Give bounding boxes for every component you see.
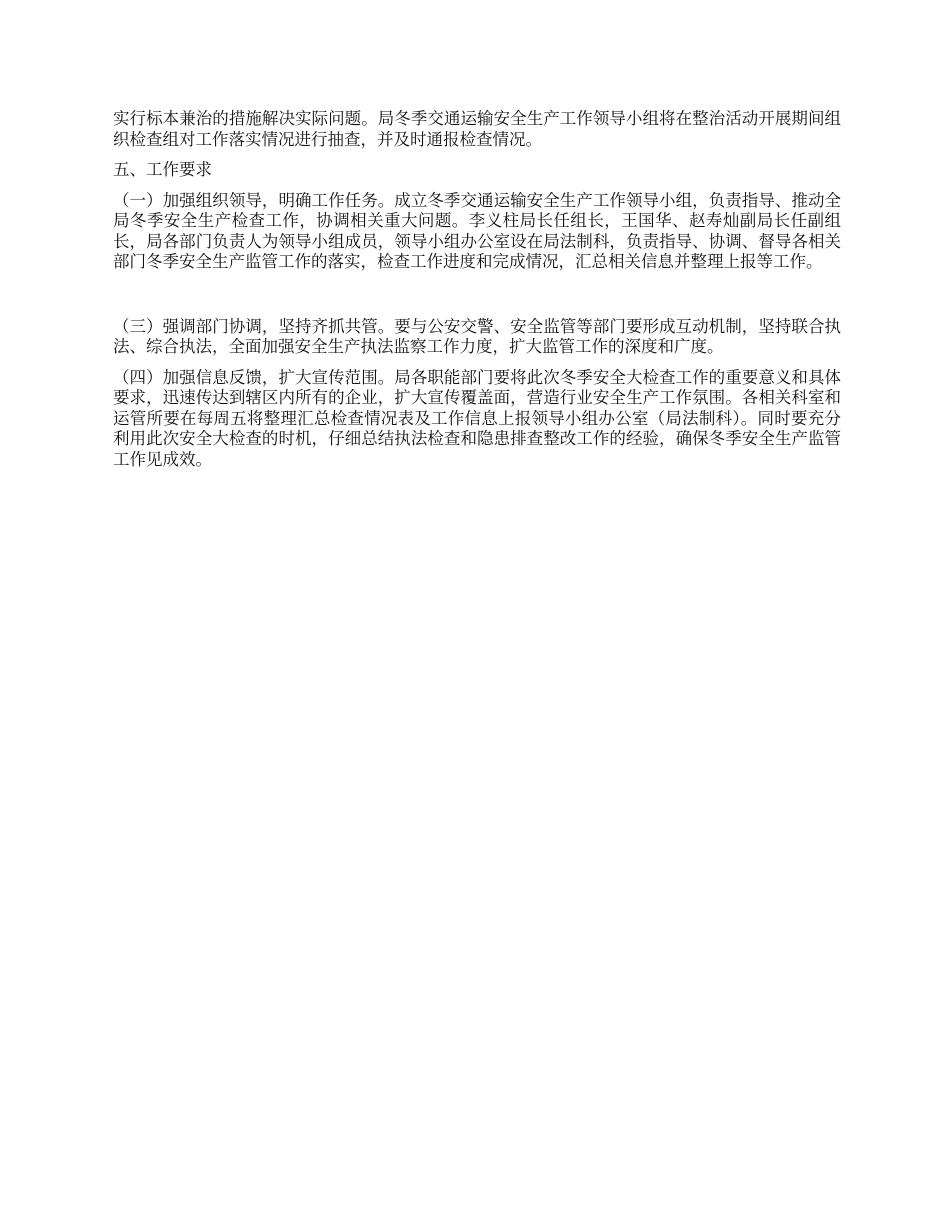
blank-gap — [113, 283, 841, 317]
document-page — [113, 109, 841, 480]
paragraph-item-four: （四）加强信息反馈，扩大宣传范围。局各职能部门要将此次冬季安全大检查工作的重要意义和具体要求，迅速传达到辖区内所有的企业，扩大宣传覆盖面，营造行业安全生产工作氛围。各相关科室和运管所要在每周五将整理汇总检查情况表及工作信息上报领导小组办公室（局法制科）。同时要充分利用此次安全大检查的时机，仔细总结执法检查和隐患排查整改工作的经验，确保冬季安全生产监管工作见成效。 — [113, 367, 841, 469]
paragraph-item-one: （一）加强组织领导，明确工作任务。成立冬季交通运输安全生产工作领导小组，负责指导、推动全局冬季安全生产检查工作，协调相关重大问题。李义柱局长任组长，王国华、赵寿灿副局长任副组长，局各部门负责人为领导小组成员，领导小组办公室设在局法制科，负责指导、协调、督导各相关部门冬季安全生产监管工作的落实，检查工作进度和完成情况，汇总相关信息并整理上报等工作。 — [113, 190, 841, 271]
section-heading-work-requirements: 五、工作要求 — [113, 160, 212, 179]
paragraph-intro: 实行标本兼治的措施解决实际问题。局冬季交通运输安全生产工作领导小组将在整治活动开展期间组织检查组对工作落实情况进行抽查，并及时通报检查情况。 — [113, 109, 841, 149]
paragraph-item-three: （三）强调部门协调，坚持齐抓共管。要与公安交警、安全监管等部门要形成互动机制，坚持联合执法、综合执法，全面加强安全生产执法监察工作力度，扩大监管工作的深度和广度。 — [113, 316, 841, 356]
